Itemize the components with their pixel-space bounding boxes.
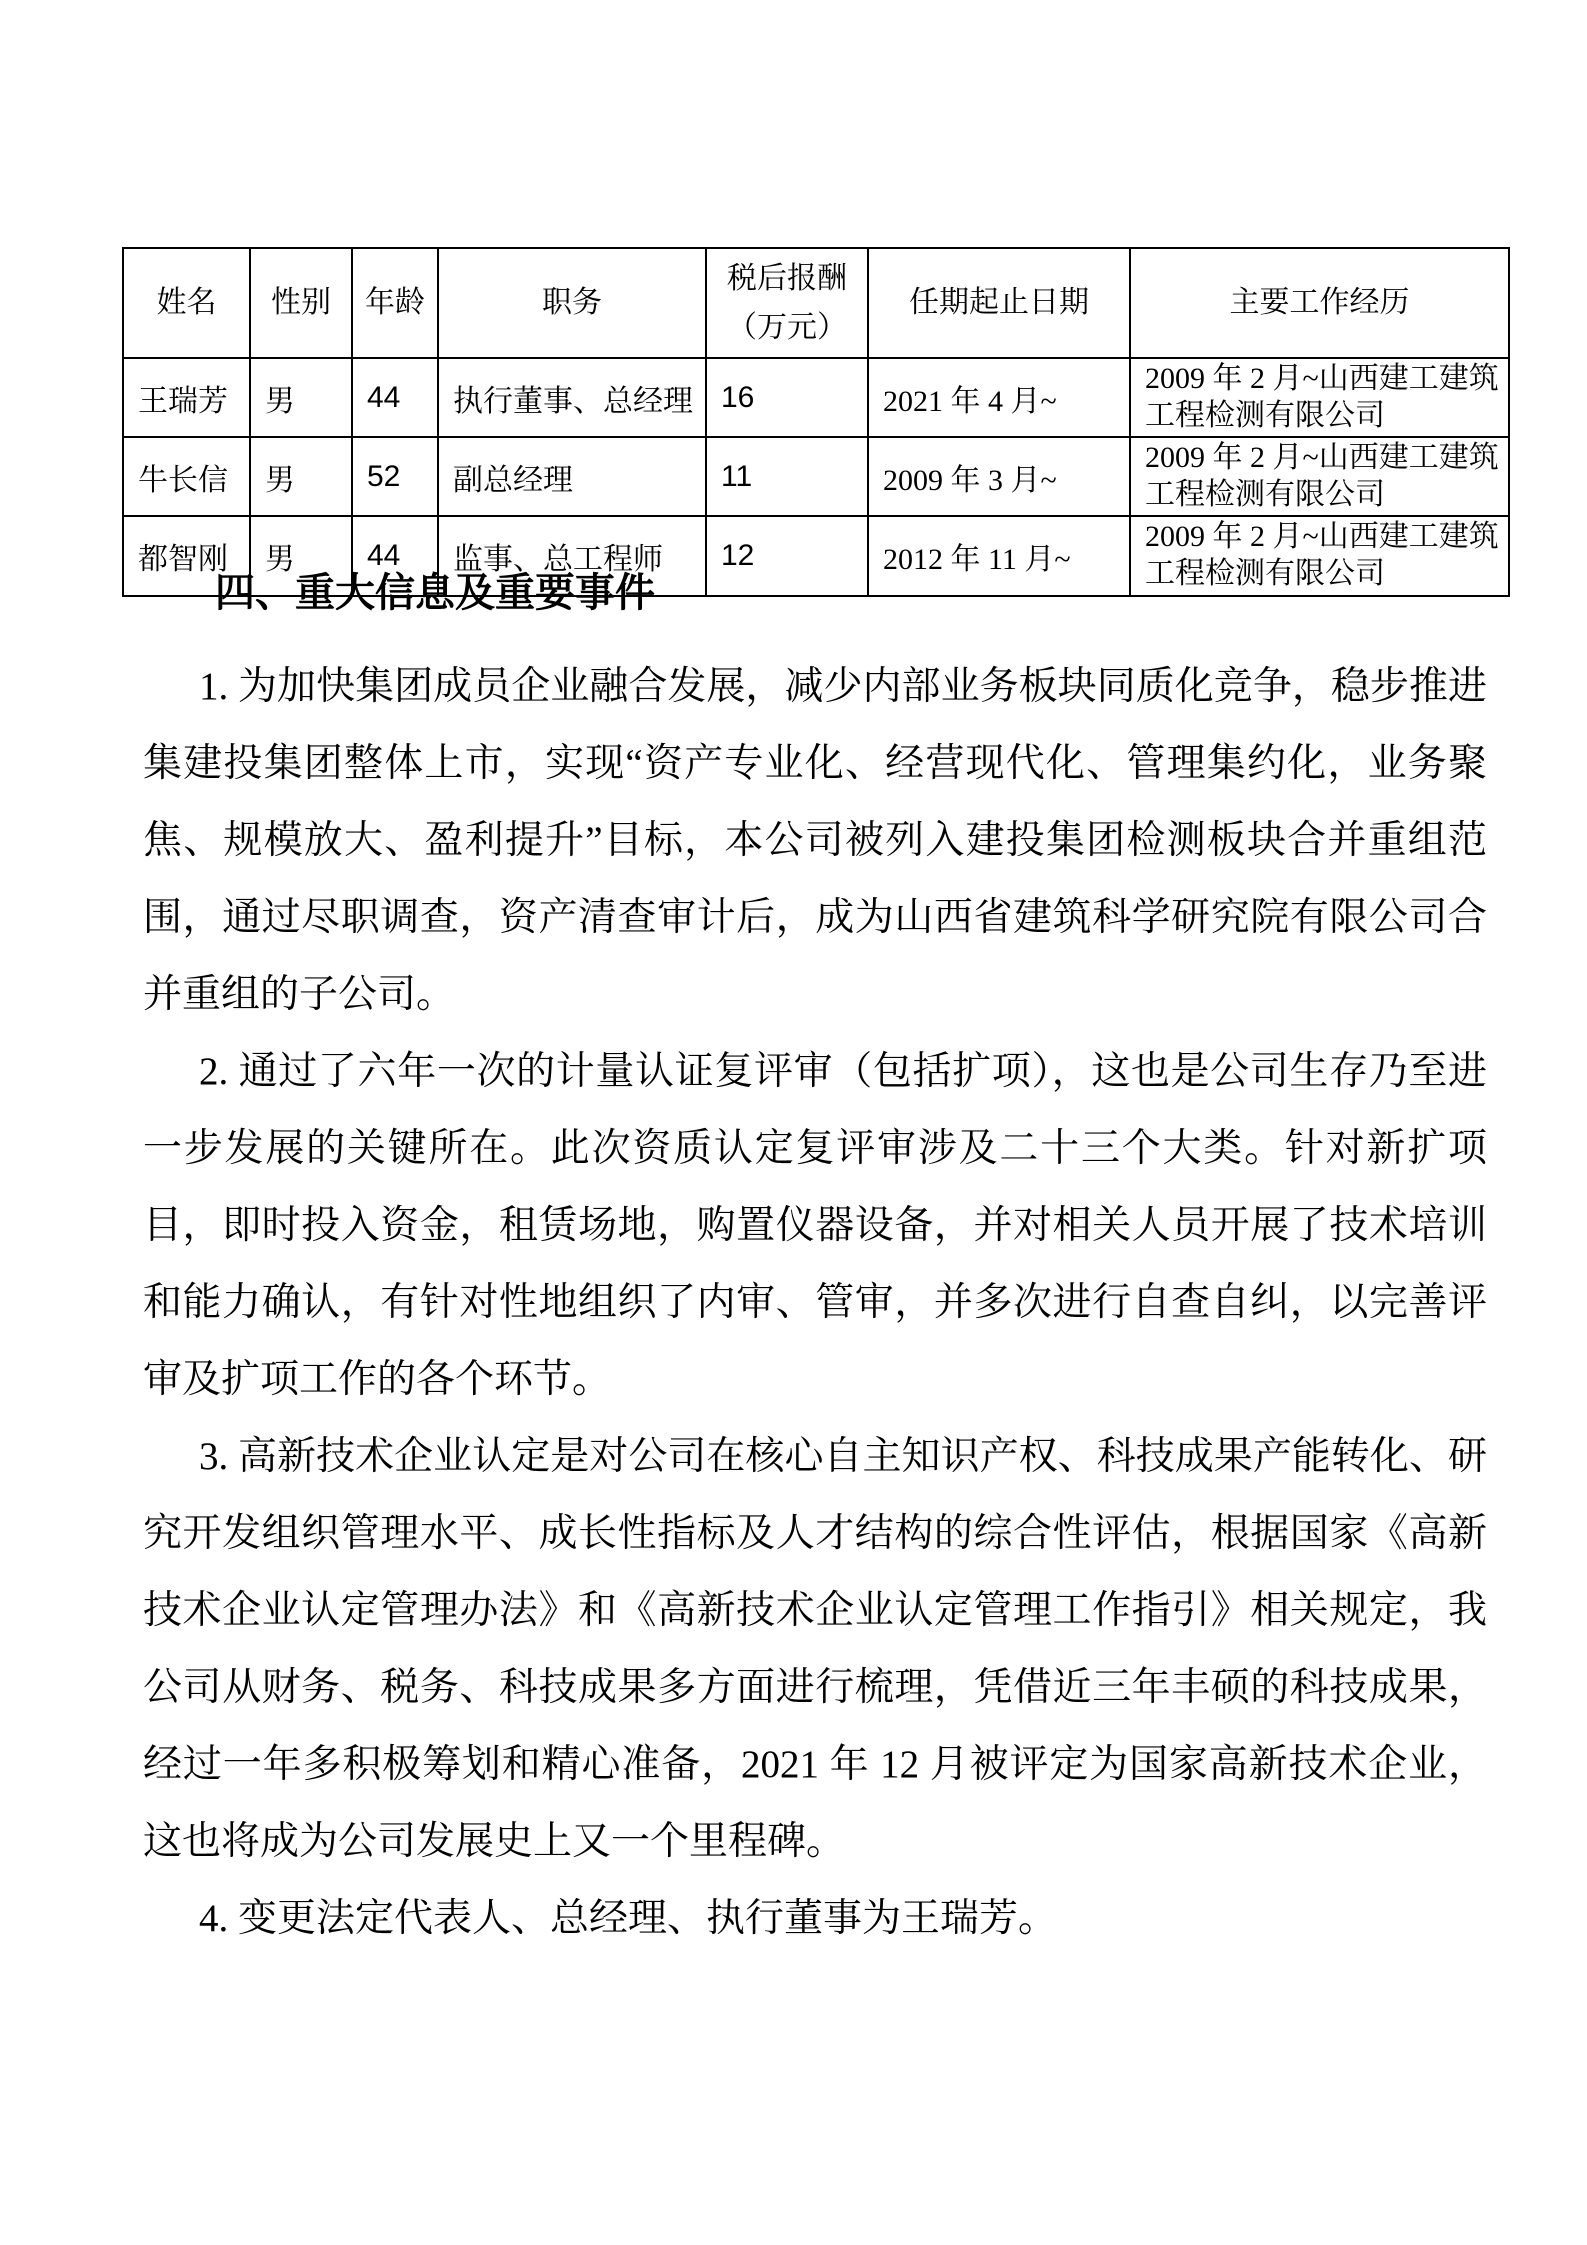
cell-term: 2021 年 4 月~ — [868, 358, 1130, 437]
column-header-name: 姓名 — [123, 248, 250, 358]
cell-gender: 男 — [250, 437, 352, 516]
section-heading: 四、重大信息及重要事件 — [215, 570, 655, 615]
body-text — [143, 648, 1487, 1957]
table-row — [123, 358, 1509, 437]
cell-pay: 16 — [706, 358, 868, 437]
column-header-pay-line1: 税后报酬 — [727, 261, 847, 295]
paragraph-1: 1. 为加快集团成员企业融合发展，减少内部业务板块同质化竞争，稳步推进集建投集团整体上市，实现“资产专业化、经营现代化、管理集约化，业务聚焦、规模放大、盈利提升”目标，本公司被列入建投集团检测板块合并重组范围，通过尽职调查，资产清查审计后，成为山西省建筑科学研究院有限公司合并重组的子公司。 — [143, 665, 1487, 1016]
cell-gender: 男 — [250, 516, 352, 595]
cell-age: 44 — [352, 516, 438, 595]
cell-age: 52 — [352, 437, 438, 516]
cell-name: 牛长信 — [123, 437, 250, 516]
paragraph-4: 4. 变更法定代表人、总经理、执行董事为王瑞芳。 — [199, 1897, 1058, 1940]
cell-age: 44 — [352, 358, 438, 437]
cell-term: 2009 年 3 月~ — [868, 437, 1130, 516]
paragraph-2: 2. 通过了六年一次的计量认证复评审（包括扩项），这也是公司生存乃至进一步发展的关键所在。此次资质认定复评审涉及二十三个大类。针对新扩项目，即时投入资金，租赁场地，购置仪器设备，并对相关人员开展了技术培训和能力确认，有针对性地组织了内审、管审，并多次进行自查自纠，以完善评审及扩项工作的各个环节。 — [143, 1050, 1487, 1401]
column-header-term: 任期起止日期 — [868, 248, 1130, 358]
column-header-gender: 性别 — [250, 248, 352, 358]
executives-table — [122, 247, 1510, 597]
cell-position: 执行董事、总经理 — [438, 358, 706, 437]
cell-experience: 2009 年 2 月~山西建工建筑工程检测有限公司 — [1130, 358, 1509, 437]
cell-name: 都智刚 — [123, 516, 250, 595]
cell-position: 监事、总工程师 — [438, 516, 706, 595]
cell-name: 王瑞芳 — [123, 358, 250, 437]
column-header-pay — [706, 248, 868, 358]
cell-gender: 男 — [250, 358, 352, 437]
cell-position: 副总经理 — [438, 437, 706, 516]
column-header-experience: 主要工作经历 — [1130, 248, 1509, 358]
cell-term: 2012 年 11 月~ — [868, 516, 1130, 595]
table-header-row — [123, 248, 1509, 358]
cell-experience: 2009 年 2 月~山西建工建筑工程检测有限公司 — [1130, 516, 1509, 595]
cell-experience: 2009 年 2 月~山西建工建筑工程检测有限公司 — [1130, 437, 1509, 516]
column-header-position: 职务 — [438, 248, 706, 358]
column-header-age: 年龄 — [352, 248, 438, 358]
table-row — [123, 437, 1509, 516]
cell-pay: 11 — [706, 437, 868, 516]
paragraph-3: 3. 高新技术企业认定是对公司在核心自主知识产权、科技成果产能转化、研究开发组织管理水平、成长性指标及人才结构的综合性评估，根据国家《高新技术企业认定管理办法》和《高新技术企业认定管理工作指引》相关规定，我公司从财务、税务、科技成果多方面进行梳理，凭借近三年丰硕的科技成果，经过一年多积极筹划和精心准备，2021 年 12 月被评定为国家高新技术企业，这也将成为公司发展史上又一个里程碑。 — [143, 1435, 1487, 1863]
column-header-pay-line2: （万元） — [727, 311, 847, 344]
cell-pay: 12 — [706, 516, 868, 595]
